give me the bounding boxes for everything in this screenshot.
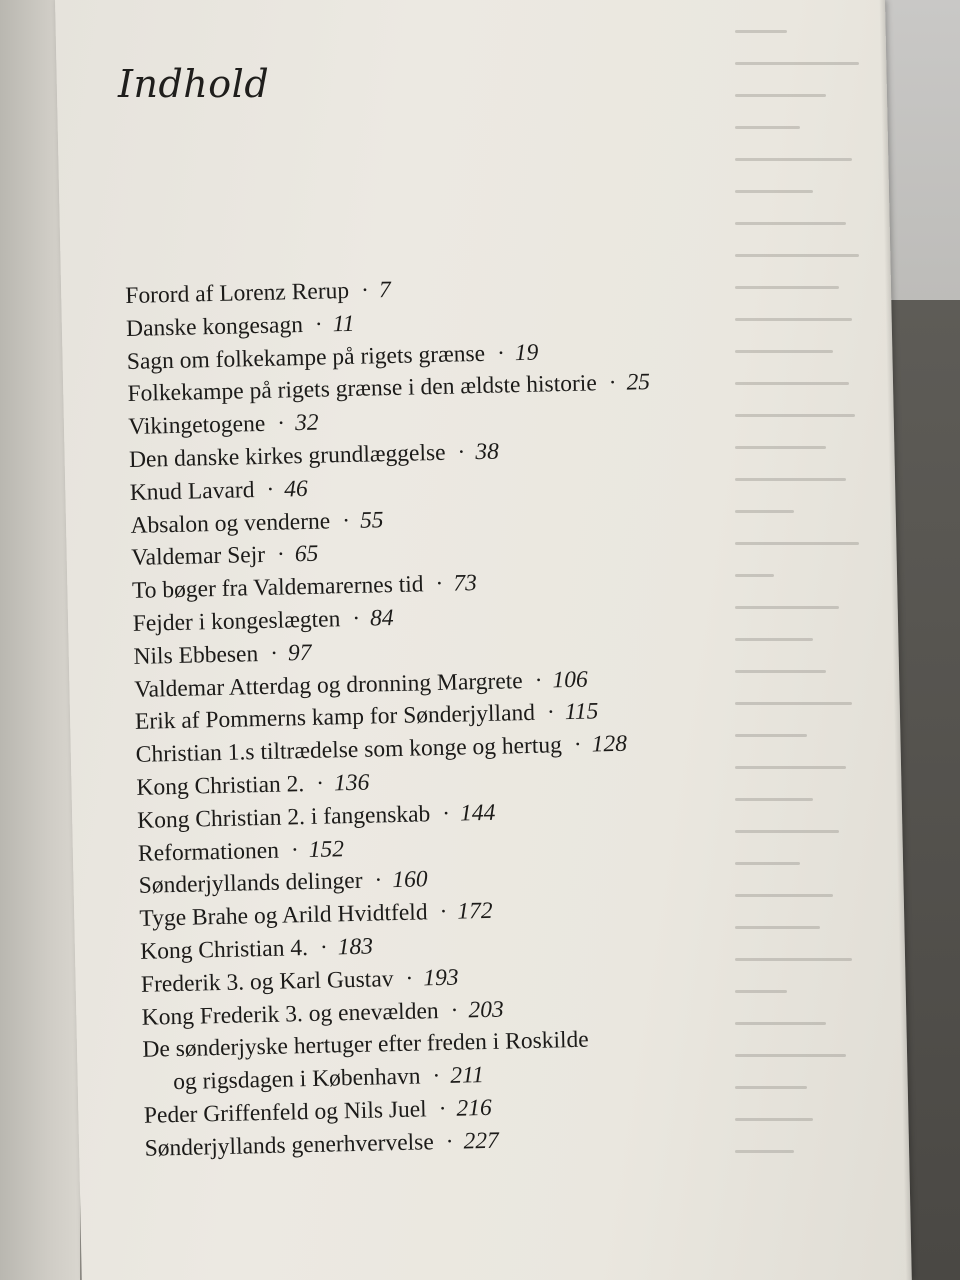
toc-page-number: 55 xyxy=(359,506,384,534)
toc-separator: · xyxy=(496,339,506,367)
toc-page-number: 38 xyxy=(475,438,500,466)
toc-entry-title: Sønderjyllands generhvervelse xyxy=(144,1128,435,1162)
toc-entry-title: Kong Christian 4. xyxy=(139,934,309,965)
toc-page-number: 211 xyxy=(450,1062,485,1089)
toc-entry-title: Kong Christian 2. xyxy=(136,771,305,801)
toc-entry-title: Kong Christian 2. i fangenskab xyxy=(136,800,431,834)
toc-separator: · xyxy=(276,410,286,437)
toc-page-number: 227 xyxy=(463,1127,500,1155)
toc-page-number: 73 xyxy=(453,570,478,597)
toc-separator: · xyxy=(290,836,300,863)
toc-page-number: 183 xyxy=(337,933,374,961)
toc-entry-title: Sagn om folkekampe på rigets grænse xyxy=(126,340,486,375)
page-title: Indhold xyxy=(118,62,270,106)
toc-entry-title: Den danske kirkes grundlæggelse xyxy=(128,439,446,473)
toc-entry-title: Forord af Lorenz Rerup xyxy=(125,277,350,309)
toc-separator: · xyxy=(608,370,617,397)
toc-page-number: 65 xyxy=(294,541,319,568)
toc-separator: · xyxy=(319,934,329,961)
toc-separator: · xyxy=(360,277,370,304)
toc-page-number: 160 xyxy=(392,866,428,894)
toc-entry-title: Kong Frederik 3. og enevælden xyxy=(141,997,439,1031)
toc-separator: · xyxy=(435,571,444,598)
toc-separator: · xyxy=(441,800,451,827)
toc-page-number: 136 xyxy=(333,769,370,797)
toc-page-number: 172 xyxy=(457,897,493,925)
toc-separator: · xyxy=(432,1063,441,1090)
toc-page-number: 152 xyxy=(308,835,345,863)
toc-page-number: 216 xyxy=(456,1094,493,1122)
toc-page-number: 25 xyxy=(626,369,651,397)
toc-page-number: 203 xyxy=(468,996,504,1023)
toc-page-number: 46 xyxy=(283,475,309,503)
toc-separator: · xyxy=(405,965,414,992)
toc-separator: · xyxy=(315,770,325,797)
toc-entry-title: Peder Griffenfeld og Nils Juel xyxy=(143,1096,427,1129)
toc-separator: · xyxy=(314,311,324,338)
toc-entry-title: Fejder i kongeslægten xyxy=(132,606,341,637)
toc-entry-title: Tyge Brahe og Arild Hvidtfeld xyxy=(139,899,428,932)
toc-entry-continuation-text: og rigsdagen i København xyxy=(172,1063,421,1096)
toc-separator: · xyxy=(439,898,448,926)
toc-entry-title: Christian 1.s tiltrædelse som konge og hertug xyxy=(135,732,563,769)
toc-separator: · xyxy=(266,476,275,503)
toc-page-number: 19 xyxy=(514,339,539,366)
toc-page-number: 84 xyxy=(369,604,394,632)
table-of-contents xyxy=(125,265,845,1166)
toc-separator: · xyxy=(351,605,361,632)
toc-entry-title: Frederik 3. og Karl Gustav xyxy=(140,965,394,998)
toc-page-number: 144 xyxy=(459,799,496,827)
toc-entry-title: Erik af Pommerns kamp for Sønderjylland xyxy=(134,700,536,736)
toc-entry-title: Folkekampe på rigets grænse i den ældste historie xyxy=(127,370,598,408)
toc-entry-title: Valdemar Sejr xyxy=(130,542,266,572)
toc-entry-title: Sønderjyllands delinger xyxy=(138,868,363,900)
toc-entry-title: Danske kongesagn xyxy=(125,311,304,342)
toc-entry-title: Valdemar Atterdag og dronning Margrete xyxy=(133,667,523,703)
toc-separator: · xyxy=(438,1095,447,1123)
toc-page-number: 11 xyxy=(332,310,355,338)
toc-entry-title: Knud Lavard xyxy=(129,476,255,506)
toc-entry-title: To bøger fra Valdemarernes tid xyxy=(131,571,424,605)
toc-separator: · xyxy=(546,699,556,726)
toc-separator: · xyxy=(450,997,459,1024)
toc-entry-title: Vikingetogene xyxy=(128,411,266,441)
toc-entry-title: Reformationen xyxy=(137,837,280,867)
toc-page-number: 7 xyxy=(378,276,391,304)
toc-separator: · xyxy=(276,541,286,568)
toc-entry-title: De sønderjyske hertuger efter freden i Roskilde xyxy=(142,1027,589,1064)
toc-page-number: 193 xyxy=(423,964,459,992)
toc-page-number: 106 xyxy=(552,666,589,693)
toc-separator: · xyxy=(534,667,543,694)
toc-separator: · xyxy=(269,640,279,667)
toc-separator: · xyxy=(374,867,383,894)
toc-entry-title: Absalon og venderne xyxy=(130,507,331,539)
toc-page-number: 128 xyxy=(591,730,628,758)
toc-separator: · xyxy=(457,439,466,466)
toc-separator: · xyxy=(573,731,582,759)
toc-separator: · xyxy=(445,1128,454,1155)
toc-separator: · xyxy=(341,507,351,534)
toc-page-number: 97 xyxy=(287,639,312,667)
toc-page-number: 32 xyxy=(294,409,319,437)
toc-page-number: 115 xyxy=(564,698,599,726)
toc-entry-title: Nils Ebbesen xyxy=(133,640,259,670)
